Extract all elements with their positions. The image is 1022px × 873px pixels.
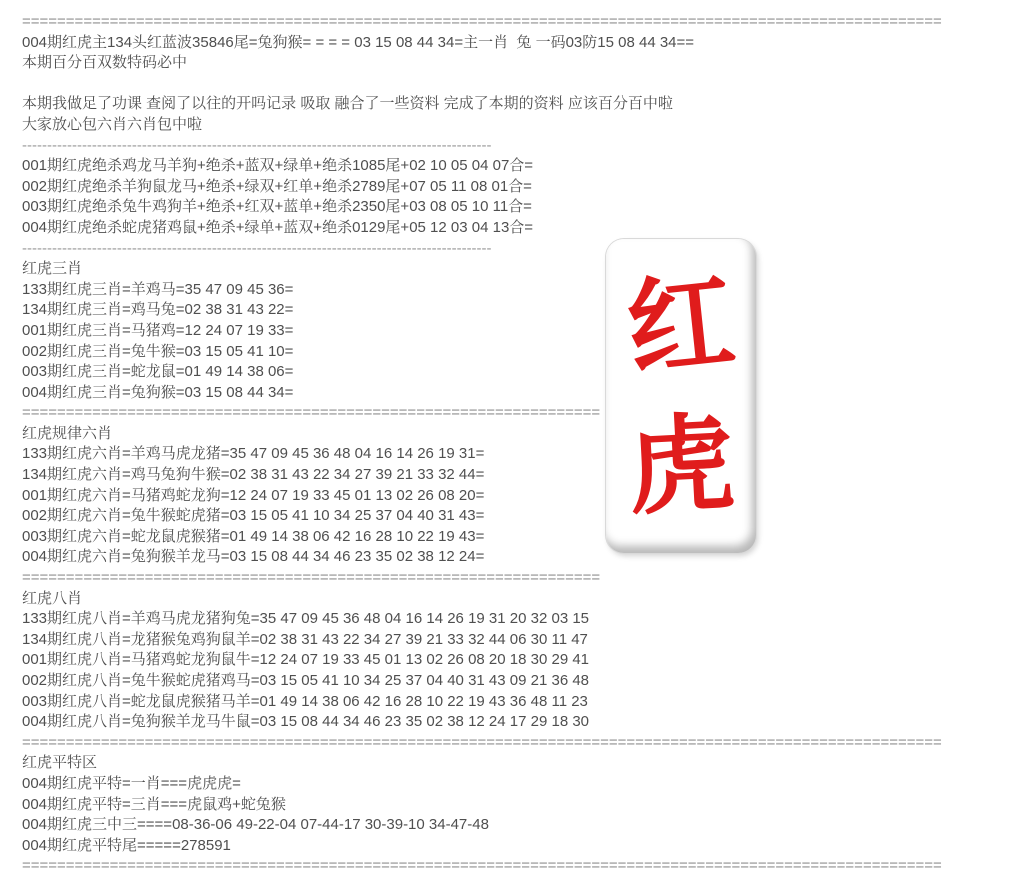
pingte-line: 004期红虎平特=一肖===虎虎虎= [22, 774, 241, 792]
pingte-line: 004期红虎平特尾=====278591 [22, 836, 231, 854]
separator-dash-1: ---------------------------------------------------------------------------------------------- [22, 136, 492, 154]
baxiao-line: 002期红虎八肖=兔牛猴蛇虎猪鸡马=03 15 05 41 10 34 25 37 04 40 31 43 09 21 36 48 [22, 672, 590, 689]
liuxiao-line: 001期红虎六肖=马猪鸡蛇龙狗=12 24 07 19 33 45 01 13 02 26 08 20= [22, 486, 485, 504]
pingte-line: 004期红虎平特=三肖===虎鼠鸡+蛇兔猴 [22, 795, 286, 813]
juesha-line: 004期红虎绝杀蛇虎猪鸡鼠+绝杀+绿单+蓝双+绝杀0129尾+05 12 03 04 13合= [22, 218, 534, 236]
juesha-line: 003期红虎绝杀兔牛鸡狗羊+绝杀+红双+蓝单+绝杀2350尾+03 08 05 10 11合= [22, 198, 532, 216]
liuxiao-line: 004期红虎六肖=兔狗猴羊龙马=03 15 08 44 34 46 23 35 02 38 12 24= [22, 548, 485, 566]
intro-line-1: 本期我做足了功课 查阅了以往的开吗记录 吸取 融合了一些资料 完成了本期的资料 应该百分百中啦 [22, 95, 673, 113]
separator-top: ========================================================================================================= [22, 13, 942, 30]
main-prediction-line: 004期红虎主134头红蓝波35846尾=兔狗猴= = = = 03 15 08 44 34=主一肖 兔 一码03防15 08 44 34== [22, 33, 695, 51]
section-title-baxiao: 红虎八肖 [22, 589, 83, 607]
sanxiao-line: 001期红虎三肖=马猪鸡=12 24 07 19 33= [22, 321, 294, 339]
honghu-brand-card [606, 239, 756, 553]
separator-partial-1: ================================================================== [22, 404, 601, 422]
sanxiao-line: 003期红虎三肖=蛇龙鼠=01 49 14 38 06= [22, 363, 294, 381]
brand-char-hu: 虎 [624, 404, 738, 528]
pingte-line: 004期红虎三中三====08-36-06 49-22-04 07-44-17 30-39-10 34-47-48 [22, 816, 489, 834]
baxiao-line: 001期红虎八肖=马猪鸡蛇龙狗鼠牛=12 24 07 19 33 45 01 13 02 26 08 20 18 30 29 41 [22, 651, 590, 669]
sanxiao-line: 002期红虎三肖=兔牛猴=03 15 05 41 10= [22, 342, 294, 360]
liuxiao-line: 003期红虎六肖=蛇龙鼠虎猴猪=01 49 14 38 06 42 16 28 10 22 19 43= [22, 527, 485, 545]
liuxiao-line: 134期红虎六肖=鸡马兔狗牛猴=02 38 31 43 22 34 27 39 21 33 32 44= [22, 466, 485, 484]
separator-dash-2: ---------------------------------------------------------------------------------------------- [22, 239, 492, 257]
section-title-liuxiao: 红虎规律六肖 [22, 424, 113, 442]
juesha-line: 002期红虎绝杀羊狗鼠龙马+绝杀+绿双+红单+绝杀2789尾+07 05 11 08 01合= [22, 177, 532, 195]
liuxiao-line: 133期红虎六肖=羊鸡马虎龙猪=35 47 09 45 36 48 04 16 14 26 19 31= [22, 445, 485, 463]
section-title-sanxiao: 红虎三肖 [22, 260, 83, 278]
baxiao-line: 133期红虎八肖=羊鸡马虎龙猪狗兔=35 47 09 45 36 48 04 16 14 26 19 31 20 32 03 15 [22, 610, 590, 628]
liuxiao-line: 002期红虎六肖=兔牛猴蛇虎猪=03 15 05 41 10 34 25 37 04 40 31 43= [22, 507, 485, 525]
juesha-line: 001期红虎绝杀鸡龙马羊狗+绝杀+蓝双+绿单+绝杀1085尾+02 10 05 04 07合= [22, 157, 534, 175]
subtitle-line: 本期百分百双数特码必中 [22, 54, 188, 72]
brand-char-hong: 红 [622, 261, 740, 391]
baxiao-line: 004期红虎八肖=兔狗猴羊龙马牛鼠=03 15 08 44 34 46 23 35 02 38 12 24 17 29 18 30 [22, 713, 590, 731]
sanxiao-line: 134期红虎三肖=鸡马兔=02 38 31 43 22= [22, 301, 294, 319]
separator-full-2: ========================================================================================================= [22, 733, 942, 751]
intro-line-2: 大家放心包六肖六肖包中啦 [22, 115, 203, 133]
section-title-pingte: 红虎平特区 [22, 754, 98, 772]
sanxiao-line: 004期红虎三肖=兔狗猴=03 15 08 44 34= [22, 383, 294, 401]
baxiao-line: 134期红虎八肖=龙猪猴兔鸡狗鼠羊=02 38 31 43 22 34 27 39 21 33 32 44 06 30 11 47 [22, 630, 588, 648]
sanxiao-line: 133期红虎三肖=羊鸡马=35 47 09 45 36= [22, 280, 294, 298]
baxiao-line: 003期红虎八肖=蛇龙鼠虎猴猪马羊=01 49 14 38 06 42 16 28 10 22 19 43 36 48 11 23 [22, 692, 588, 710]
separator-bottom: ========================================================================================================= [22, 857, 942, 873]
separator-partial-2: ================================================================== [22, 569, 601, 587]
blank-line [22, 74, 1022, 95]
